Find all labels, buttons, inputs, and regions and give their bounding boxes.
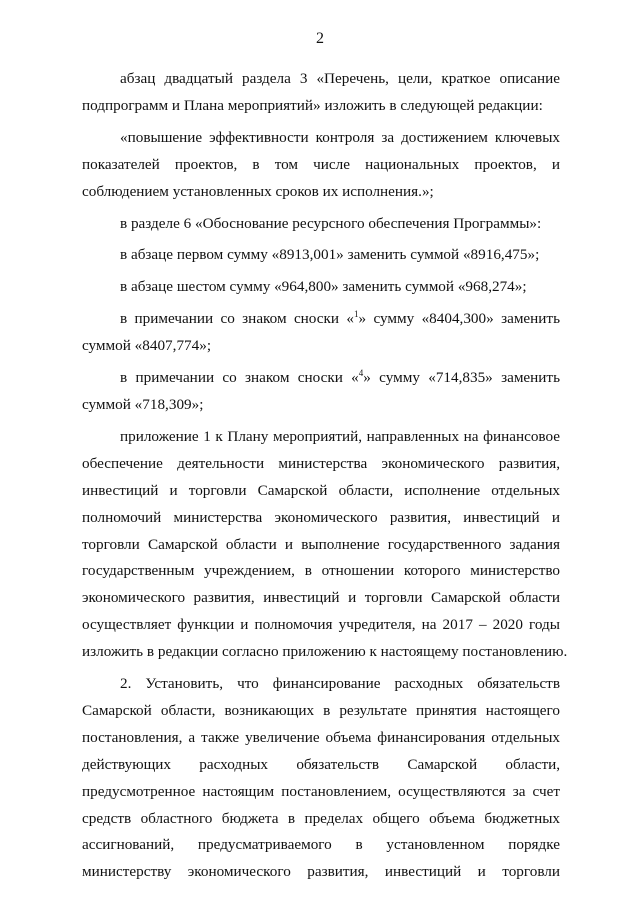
text-line: в разделе 6 «Обоснование ресурсного обеспечения Программы»: [120, 214, 542, 232]
text-line: суммой «8407,774»; [82, 337, 212, 355]
text-line: подпрограмм и Плана мероприятий» изложить в следующей редакции: [82, 96, 543, 114]
text-fragment: в примечании со знаком сноски « [120, 310, 354, 328]
text-line: 2. Установить, что финансирование расходных обязательств [120, 675, 560, 693]
footnote-mark: 4 [358, 368, 364, 378]
paragraph-sixth-abzac [82, 274, 560, 301]
text-line: абзац двадцатый раздела 3 «Перечень, цели, краткое описание [120, 70, 560, 87]
text-line: инвестиций и торговли Самарской области, исполнение отдельных [82, 481, 560, 499]
paragraph-footnote-1 [82, 306, 560, 360]
text-line [82, 365, 560, 392]
paragraph-first-abzac [82, 242, 560, 269]
text-line: соблюдением установленных сроков их исполнения.»; [82, 182, 434, 200]
text-line: суммой «718,309»; [82, 395, 204, 413]
paragraph-quoted-text [82, 125, 560, 206]
page-number: 2 [316, 30, 324, 47]
paragraph-item-2 [82, 671, 560, 886]
text-line: министерству экономического развития, инвестиций и торговли [82, 863, 560, 881]
text-line: в абзаце шестом сумму «964,800» заменить суммой «968,274»; [120, 278, 527, 296]
text-line: средств областного бюджета в пределах общего объема бюджетных [82, 809, 560, 827]
text-line: в абзаце первом сумму «8913,001» заменить суммой «8916,475»; [120, 246, 540, 264]
paragraph-footnote-4 [82, 365, 560, 419]
text-fragment: в примечании со знаком сноски « [120, 369, 359, 387]
text-line: изложить в редакции согласно приложению к настоящему постановлению. [82, 643, 568, 661]
document-body [82, 66, 568, 886]
text-line: действующих расходных обязательств Самарской области, [82, 755, 560, 773]
text-line: полномочий министерства экономического развития, инвестиций и [82, 508, 560, 526]
text-line: обеспечение деятельности министерства экономического развития, [82, 454, 560, 472]
text-line: показателей проектов, в том числе национальных проектов, и [82, 155, 560, 173]
text-line: приложение 1 к Плану мероприятий, направленных на финансовое [120, 427, 560, 445]
text-line: Самарской области, возникающих в результате принятия настоящего [82, 701, 560, 719]
footnote-mark: 1 [354, 309, 359, 320]
text-line: «повышение эффективности контроля за достижением ключевых [120, 128, 560, 146]
text-line: ассигнований, предусматриваемого в установленном порядке [82, 836, 560, 854]
text-line [82, 306, 560, 333]
paragraph-amend-section-3 [82, 66, 560, 120]
text-line: торговли Самарской области и выполнение государственного задания [82, 535, 560, 553]
paragraph-appendix-1 [82, 424, 568, 666]
text-line: государственным учреждением, в отношении которого министерство [82, 562, 560, 580]
text-line: экономического развития, инвестиций и торговли Самарской области [82, 589, 560, 607]
paragraph-section-6 [82, 211, 560, 238]
text-line: предусмотренное настоящим постановлением, осуществляются за счет [82, 782, 560, 800]
text-line: осуществляет функции и полномочия учредителя, на 2017 – 2020 годы [82, 616, 560, 634]
text-fragment: » сумму «714,835» заменить [363, 369, 560, 387]
text-fragment: » сумму «8404,300» заменить [358, 310, 560, 328]
text-line: постановления, а также увеличение объема финансирования отдельных [82, 728, 560, 746]
